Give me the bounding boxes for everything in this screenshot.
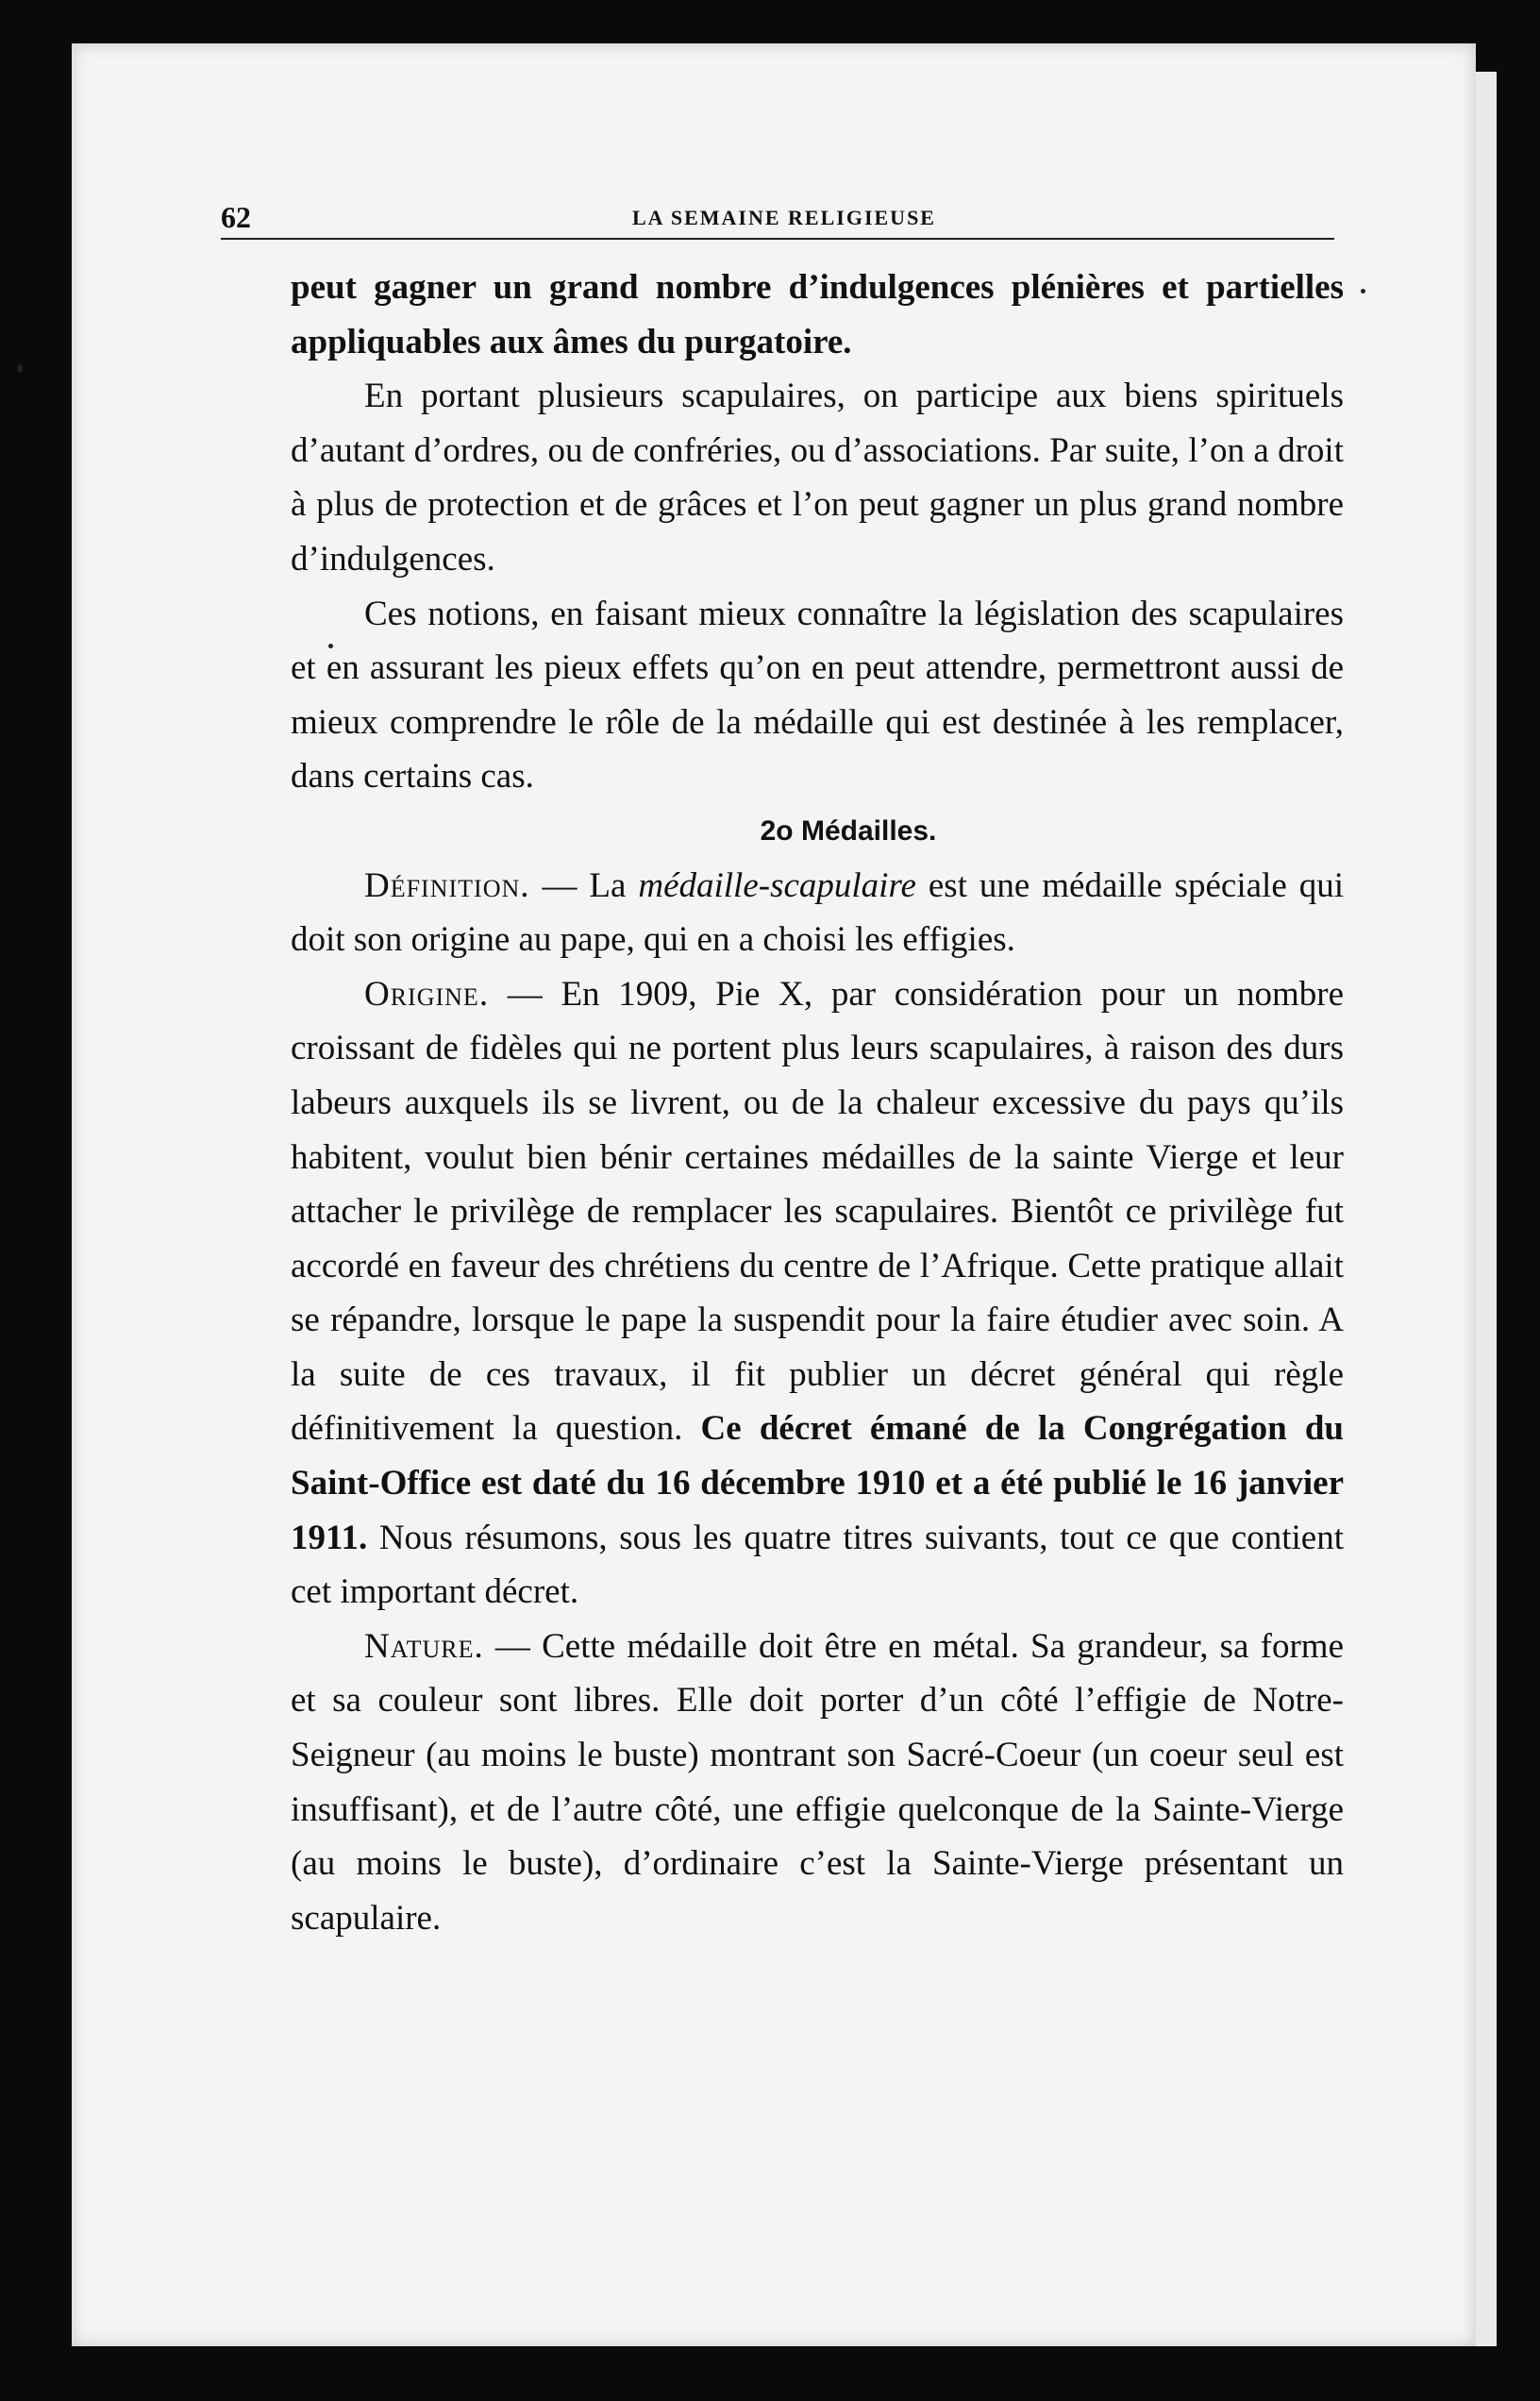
page-header bbox=[221, 200, 1334, 240]
paragraph-definition bbox=[291, 859, 1344, 967]
origine-decree-text: Ce décret émané de la Congrégation du Saint-Office est daté du 16 décembre 1910 et a été publié le 16 janvier 1911. bbox=[291, 1409, 1345, 1557]
page-number: 62 bbox=[221, 200, 251, 234]
page-body bbox=[291, 260, 1344, 1945]
origine-text: — En 1909, Pie X, par considération pour un nombre croissant de fidèles qui ne portent plus leurs scapulaires, à raison des durs labeurs auxquels ils se livrent, ou de la chaleur excessive du pays qu’ils habitent, voulut bien bénir certaines médailles de la sainte Vierge et leur attacher le privilège de remplacer les scapulaires. Bientôt ce privilège fut accordé en faveur des chrétiens du centre de l’Afrique. Cette pratique allait se répandre, lorsque le pape la suspendit pour la faire étudier avec soin. A la suite de ces travaux, il fit publier un décret général qui règle définitivement la question. bbox=[291, 974, 1344, 1449]
paragraph-text: Ces notions, en faisant mieux connaître la législation des scapulaires et en assurant les pieux effets qu’on en peut attendre, permettront aussi de mieux comprendre le rôle de la médaille qui est destinée à les remplacer, dans certains cas. bbox=[291, 594, 1344, 797]
origine-end-text: Nous résumons, sous les quatre titres suivants, tout ce que contient cet important décret. bbox=[291, 1518, 1344, 1612]
scan-speck bbox=[17, 364, 23, 373]
scan-speck bbox=[328, 644, 333, 648]
paragraph-origine bbox=[291, 967, 1344, 1620]
paragraph-nature bbox=[291, 1620, 1344, 1946]
paragraph-continuation bbox=[291, 260, 1344, 369]
paragraph-text: peut gagner un grand nombre d’indulgences plénières et partielles appliquables aux âmes du purgatoire. bbox=[291, 268, 1344, 361]
page-edge bbox=[1476, 72, 1497, 2346]
section-heading: 2o Médailles. bbox=[760, 814, 937, 847]
running-head: LA SEMAINE RELIGIEUSE bbox=[632, 206, 936, 229]
scan-speck bbox=[1361, 289, 1365, 294]
paragraph-scapulaires bbox=[291, 369, 1344, 586]
paragraph-text: En portant plusieurs scapulaires, on participe aux biens spirituels d’autant d’ordres, ou de confréries, ou d’associations. Par suite, l’on a droit à plus de protection et de grâces et l’on peut gagner un plus grand nombre d’indulgences. bbox=[291, 377, 1344, 579]
definition-dash: — La bbox=[529, 865, 639, 905]
definition-text: est une médaille spéciale qui doit son origine au pape, qui en a choisi les effigies. bbox=[291, 865, 1344, 960]
nature-label: Nature. bbox=[364, 1626, 484, 1666]
paragraph-notions bbox=[291, 587, 1344, 804]
definition-label: Définition. bbox=[364, 865, 530, 905]
definition-term: médaille-scapulaire bbox=[638, 865, 916, 905]
origine-label: Origine. bbox=[364, 974, 490, 1014]
nature-text: — Cette médaille doit être en métal. Sa grandeur, sa forme et sa couleur sont libres. Elle doit porter d’un côté l’effigie de Notre-Seigneur (au moins le buste) montrant son Sacré-Coeur (un coeur seul est insuffisant), et de l’autre côté, une effigie quelconque de la Sainte-Vierge (au moins le buste), d’ordinaire c’est la Sainte-Vierge présentant un scapulaire. bbox=[291, 1626, 1344, 1938]
